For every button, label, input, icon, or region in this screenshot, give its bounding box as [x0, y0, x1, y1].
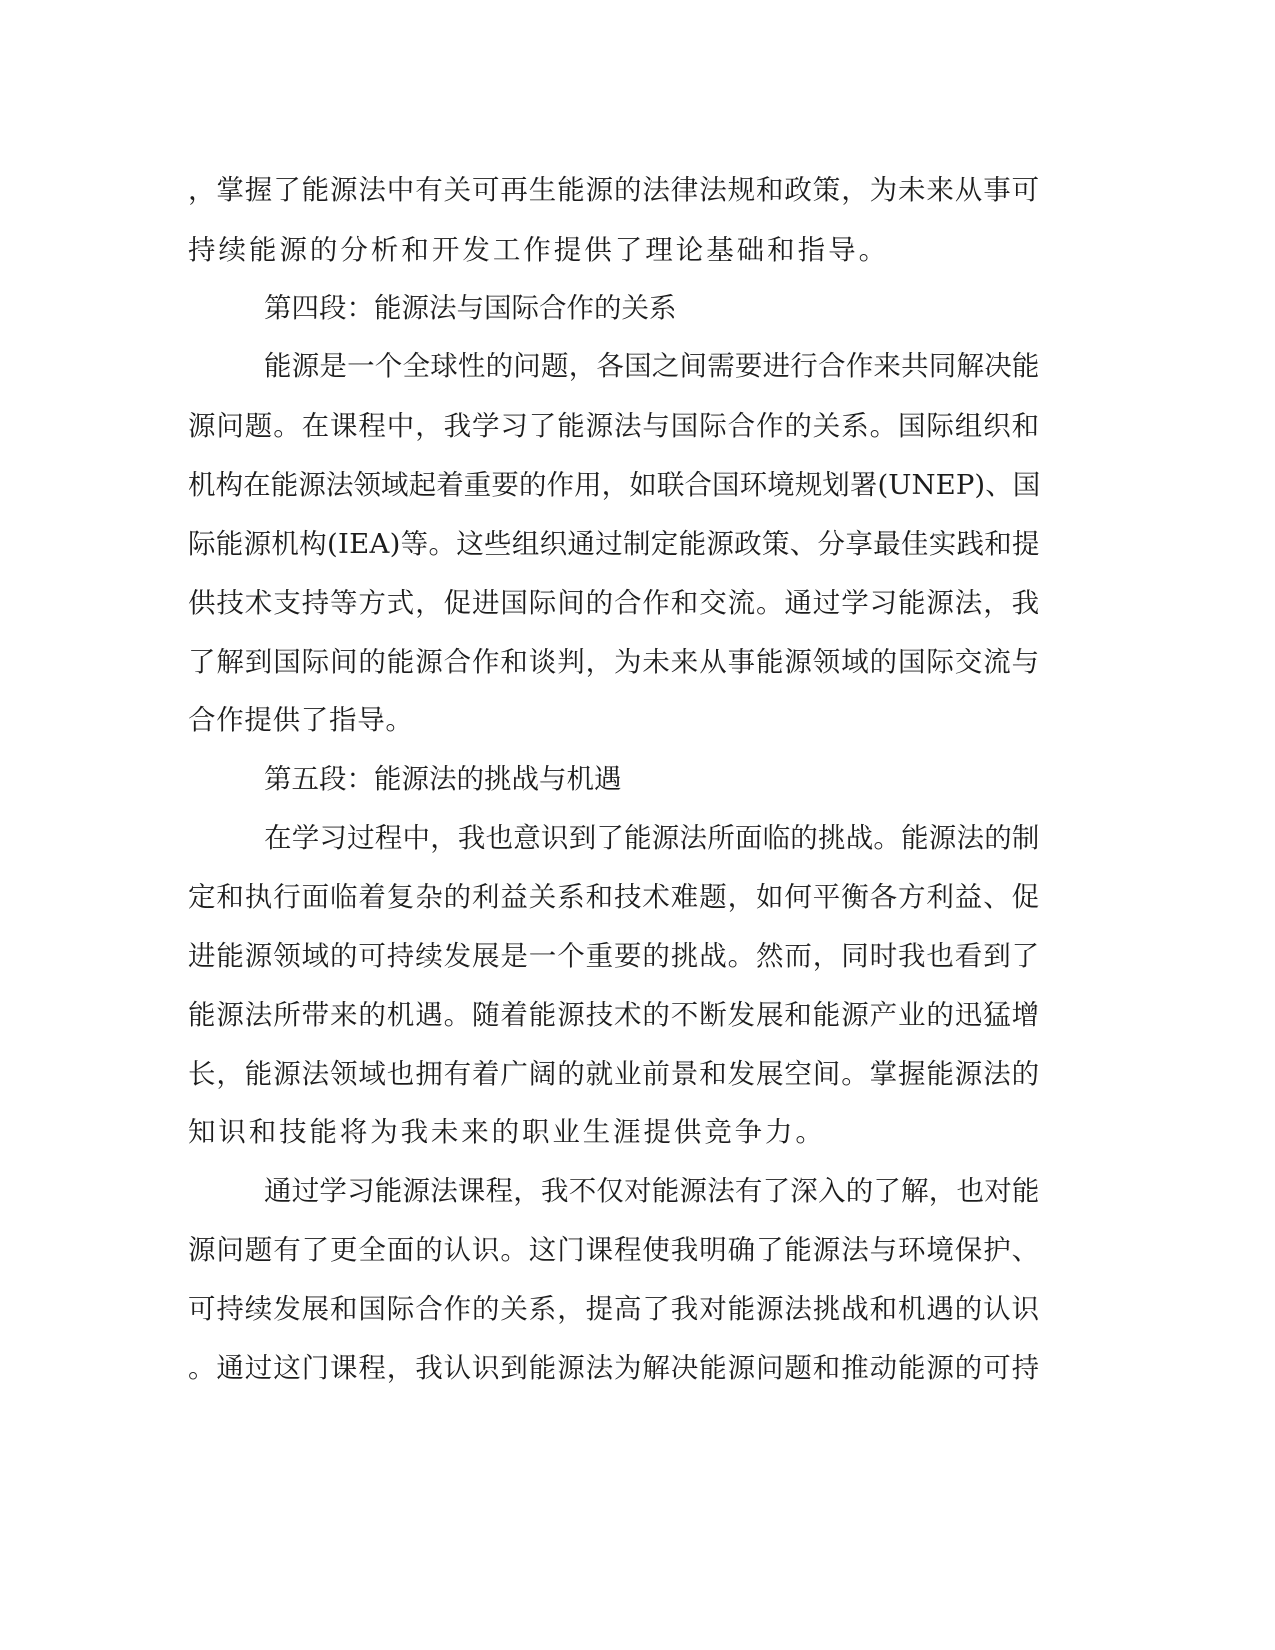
text-line: ，掌握了能源法中有关可再生能源的法律法规和政策，为未来从事可	[188, 174, 1040, 206]
text-line: 合作提供了指导。	[188, 704, 414, 736]
text-line: 。通过这门课程，我认识到能源法为解决能源问题和推动能源的可持	[188, 1352, 1040, 1384]
text-line: 在学习过程中，我也意识到了能源法所面临的挑战。能源法的制	[264, 822, 1040, 854]
text-line: 了解到国际间的能源合作和谈判，为未来从事能源领域的国际交流与	[188, 646, 1040, 678]
text-line: 进能源领域的可持续发展是一个重要的挑战。然而，同时我也看到了	[188, 940, 1040, 972]
text-line: 能源法所带来的机遇。随着能源技术的不断发展和能源产业的迅猛增	[188, 999, 1040, 1031]
text-line: 持续能源的分析和开发工作提供了理论基础和指导。	[188, 234, 890, 266]
text-line: 长，能源法领域也拥有着广阔的就业前景和发展空间。掌握能源法的	[188, 1058, 1040, 1090]
text-line: 可持续发展和国际合作的关系，提高了我对能源法挑战和机遇的认识	[188, 1293, 1040, 1325]
text-line: 源问题。在课程中，我学习了能源法与国际合作的关系。国际组织和	[188, 410, 1040, 442]
text-line: 供技术支持等方式，促进国际间的合作和交流。通过学习能源法，我	[188, 587, 1040, 619]
text-line: 机构在能源法领域起着重要的作用，如联合国环境规划署(UNEP)、国	[188, 469, 1041, 501]
text-line: 通过学习能源法课程，我不仅对能源法有了深入的了解，也对能	[264, 1175, 1040, 1207]
section-heading-4: 第四段：能源法与国际合作的关系	[264, 292, 677, 324]
text-line: 定和执行面临着复杂的利益关系和技术难题，如何平衡各方利益、促	[188, 881, 1040, 913]
text-line: 际能源机构(IEA)等。这些组织通过制定能源政策、分享最佳实践和提	[188, 528, 1040, 560]
section-heading-5: 第五段：能源法的挑战与机遇	[264, 763, 622, 795]
text-line: 能源是一个全球性的问题，各国之间需要进行合作来共同解决能	[264, 350, 1040, 382]
text-line: 知识和技能将为我未来的职业生涯提供竞争力。	[188, 1116, 826, 1148]
text-line: 源问题有了更全面的认识。这门课程使我明确了能源法与环境保护、	[188, 1234, 1040, 1266]
